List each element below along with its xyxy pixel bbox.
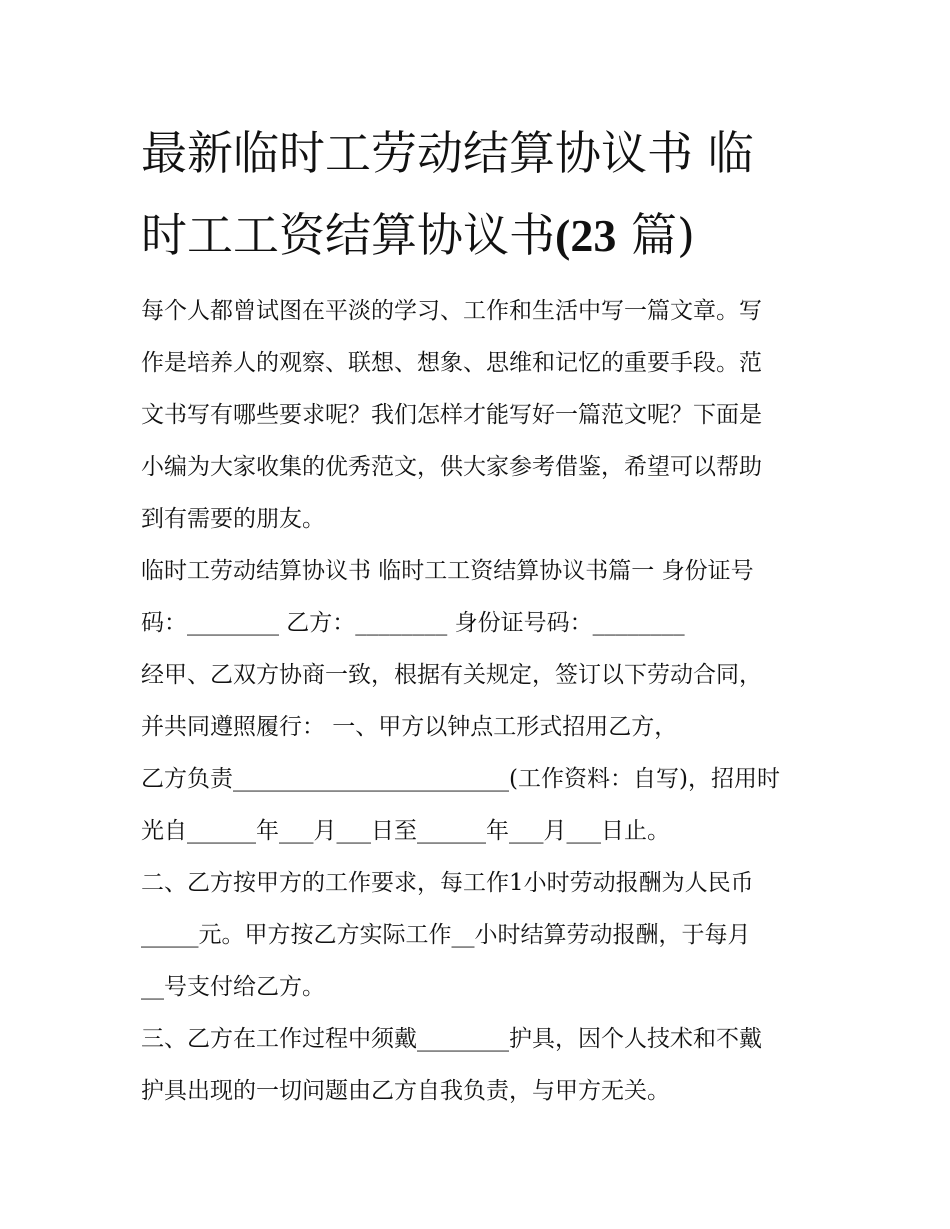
body-line: 光自______年___月___日至______年___月___日止。 [141, 818, 670, 844]
body-line: 作是培养人的观察、联想、想象、思维和记忆的重要手段。范 [141, 350, 762, 376]
body-line: 护具出现的一切问题由乙方自我负责，与甲方无关。 [141, 1078, 670, 1104]
body-line: 乙方负责________________________(工作资料：自写)，招用时 [141, 766, 780, 792]
body-line: 经甲、乙双方协商一致，根据有关规定，签订以下劳动合同， [141, 662, 762, 688]
document-page [141, 112, 813, 1117]
body-line: _____元。甲方按乙方实际工作__小时结算劳动报酬，于每月 [141, 922, 751, 948]
body-line: 文书写有哪些要求呢？我们怎样才能写好一篇范文呢？下面是 [141, 402, 762, 428]
body-line: 临时工劳动结算协议书 临时工工资结算协议书篇一 身份证号 [141, 558, 754, 584]
body-line: 每个人都曾试图在平淡的学习、工作和生活中写一篇文章。写 [141, 298, 762, 324]
body-line: 码：________ 乙方：________ 身份证号码：________ [141, 610, 685, 636]
title-line-1: 最新临时工劳动结算协议书 临 [141, 126, 754, 180]
document-body [141, 285, 813, 1117]
title-count: (23 [555, 210, 617, 261]
body-line: 二、乙方按甲方的工作要求，每工作1小时劳动报酬为人民币 [141, 870, 754, 896]
title-line-2-suffix: 篇) [630, 208, 695, 262]
body-line: __号支付给乙方。 [141, 974, 325, 1000]
title-line-2-prefix: 时工工资结算协议书 [141, 208, 555, 262]
title-line-2 [141, 194, 813, 277]
body-line: 三、乙方在工作过程中须戴________护具，因个人技术和不戴 [141, 1026, 762, 1052]
body-line: 小编为大家收集的优秀范文，供大家参考借鉴，希望可以帮助 [141, 454, 762, 480]
body-line: 到有需要的朋友。 [141, 506, 325, 532]
document-title [141, 112, 813, 277]
body-line: 并共同遵照履行： 一、甲方以钟点工形式招用乙方， [141, 714, 678, 740]
